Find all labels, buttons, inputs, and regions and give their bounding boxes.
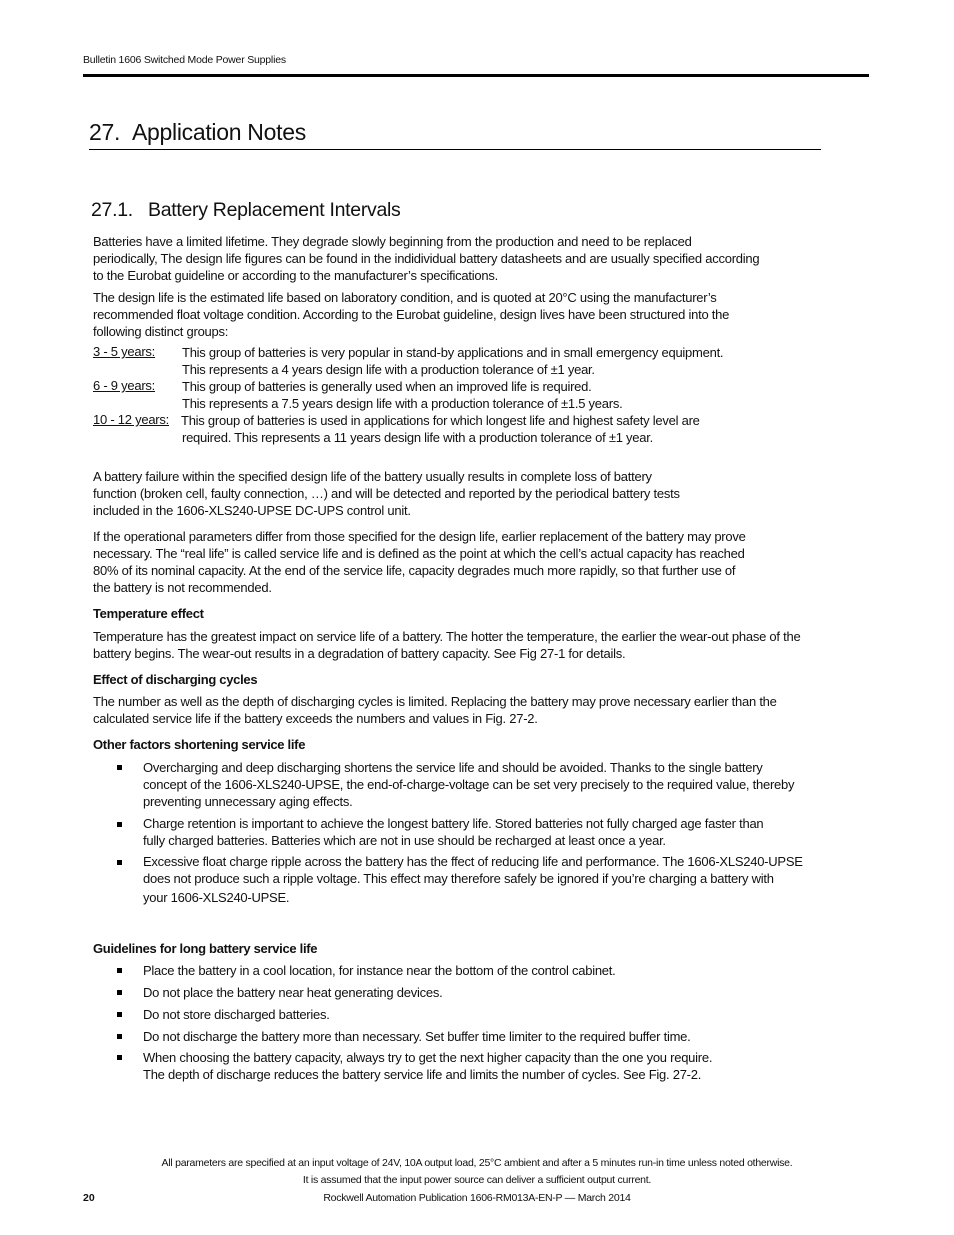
subsection-heading (91, 199, 401, 222)
bullet-square-icon (117, 1034, 122, 1039)
list-item (143, 1006, 330, 1023)
section-number: 27. (89, 119, 121, 145)
list-item-line: The depth of discharge reduces the battery service life and limits the number of cycles. See Fig. 27-2. (143, 1067, 702, 1082)
design-life-paragraph (93, 289, 729, 340)
bullet-square-icon (117, 1012, 122, 1017)
discharging-paragraph (93, 693, 777, 727)
paragraph-line: If the operational parameters differ from those specified for the design life, earlier replacement of the battery may prove (93, 529, 746, 544)
group-line: This represents a 4 years design life with a production tolerance of ±1 year. (182, 362, 595, 377)
group-line: This group of batteries is generally used when an improved life is required. (182, 379, 592, 394)
paragraph-line: periodically, The design life figures can be found in the indidividual battery datasheets and are usually specified according (93, 251, 760, 266)
footer-publication: Rockwell Automation Publication 1606-RM013A-EN-P — March 2014 (323, 1192, 631, 1204)
list-item (143, 853, 803, 906)
list-item-line: Place the battery in a cool location, for instance near the bottom of the control cabinet. (143, 963, 616, 978)
group-label: 6 - 9 years: (93, 378, 156, 393)
bullet-square-icon (117, 822, 122, 827)
paragraph-line: A battery failure within the specified design life of the battery usually results in complete loss of battery (93, 469, 652, 484)
list-item-line: Overcharging and deep discharging shortens the service life and should be avoided. Thanks to the single battery (143, 760, 763, 775)
list-item-line: fully charged batteries. Batteries which are not in use should be recharged at least once a year. (143, 833, 666, 848)
section-rule (89, 149, 821, 150)
list-item-line: concept of the 1606-XLS240-UPSE, the end-of-charge-voltage can be set very precisely to the required value, thereby (143, 777, 795, 792)
bullet-square-icon (117, 968, 122, 973)
discharging-heading: Effect of discharging cycles (93, 672, 258, 687)
list-item-line: Do not place the battery near heat generating devices. (143, 985, 443, 1000)
running-header: Bulletin 1606 Switched Mode Power Supplies (83, 54, 286, 66)
guidelines-heading: Guidelines for long battery service life (93, 941, 318, 956)
temperature-paragraph (93, 628, 800, 662)
section-title: Application Notes (132, 119, 306, 145)
group-description (181, 412, 700, 446)
list-item-line: does not produce such a ripple voltage. This effect may therefore safely be ignored if you’re charging a battery with (143, 871, 774, 886)
bullet-square-icon (117, 860, 122, 865)
subsection-number: 27.1. (91, 199, 133, 221)
list-item (143, 759, 794, 810)
list-item-line: Do not store discharged batteries. (143, 1007, 330, 1022)
paragraph-line: Temperature has the greatest impact on service life of a battery. The hotter the temperature, the earlier the wear-out phase of the (93, 629, 801, 644)
list-item (143, 1049, 712, 1083)
list-item (143, 962, 616, 979)
footer-note: All parameters are specified at an input voltage of 24V, 10A output load, 25°C ambient and after a 5 minutes run-in time unless noted otherwise. (161, 1157, 793, 1169)
bullet-square-icon (117, 765, 122, 770)
group-line: This group of batteries is used in applications for which longest life and highest safety level are (181, 413, 700, 428)
paragraph-line: included in the 1606-XLS240-UPSE DC-UPS control unit. (93, 503, 411, 518)
intro-paragraph (93, 233, 759, 284)
group-description (182, 378, 622, 412)
group-line: required. This represents a 11 years design life with a production tolerance of ±1 year. (182, 430, 653, 445)
failure-paragraph (93, 468, 680, 519)
paragraph-line: recommended float voltage condition. According to the Eurobat guideline, design lives have been structured into the (93, 307, 730, 322)
paragraph-line: following distinct groups: (93, 324, 229, 339)
section-heading (89, 119, 306, 146)
temperature-heading: Temperature effect (93, 606, 204, 621)
list-item (143, 815, 763, 849)
group-label: 10 - 12 years: (93, 412, 169, 427)
footer-note: It is assumed that the input power source can deliver a sufficient output current. (302, 1174, 652, 1186)
group-line: This group of batteries is very popular in stand-by applications and in small emergency equipment. (182, 345, 724, 360)
group-line: This represents a 7.5 years design life with a production tolerance of ±1.5 years. (182, 396, 623, 411)
paragraph-line: necessary. The “real life” is called service life and is defined as the point at which the cell’s actual capacity has reached (93, 546, 745, 561)
paragraph-line: The design life is the estimated life based on laboratory condition, and is quoted at 20°C using the manufacturer’s (93, 290, 717, 305)
list-item-line: Excessive float charge ripple across the battery has the ffect of reducing life and performance. The 1606-XLS240-UPSE (143, 854, 803, 869)
paragraph-line: calculated service life if the battery exceeds the numbers and values in Fig. 27-2. (93, 711, 538, 726)
list-item-line: preventing unnecessary aging effects. (143, 794, 353, 809)
other-factors-heading: Other factors shortening service life (93, 737, 306, 752)
list-item (143, 1028, 691, 1045)
paragraph-line: function (broken cell, faulty connection, …) and will be detected and reported by the periodical battery tests (93, 486, 680, 501)
list-item (143, 984, 442, 1001)
service-life-paragraph (93, 528, 746, 596)
bullet-square-icon (117, 1055, 122, 1060)
paragraph-line: the battery is not recommended. (93, 580, 272, 595)
bullet-square-icon (117, 990, 122, 995)
paragraph-line: battery begins. The wear-out results in a degradation of battery capacity. See Fig 27-1 for details. (93, 646, 626, 661)
list-item-line: Do not discharge the battery more than necessary. Set buffer time limiter to the required buffer time. (143, 1029, 691, 1044)
paragraph-line: The number as well as the depth of discharging cycles is limited. Replacing the battery may prove necessary earlier than the (93, 694, 777, 709)
page-number: 20 (83, 1192, 95, 1204)
group-label: 3 - 5 years: (93, 344, 156, 359)
list-item-line: Charge retention is important to achieve the longest battery life. Stored batteries not fully charged age faster than (143, 816, 764, 831)
list-item-line: When choosing the battery capacity, always try to get the next higher capacity than the one you require. (143, 1050, 713, 1065)
paragraph-line: 80% of its nominal capacity. At the end of the service life, capacity degrades much more rapidly, so that further use of (93, 563, 736, 578)
paragraph-line: Batteries have a limited lifetime. They degrade slowly beginning from the production and need to be replaced (93, 234, 692, 249)
subsection-title: Battery Replacement Intervals (148, 199, 401, 221)
list-item-line: your 1606-XLS240-UPSE. (143, 890, 290, 905)
group-description (182, 344, 723, 378)
header-rule (83, 74, 869, 77)
paragraph-line: to the Eurobat guideline or according to the manufacturer’s specifications. (93, 268, 498, 283)
